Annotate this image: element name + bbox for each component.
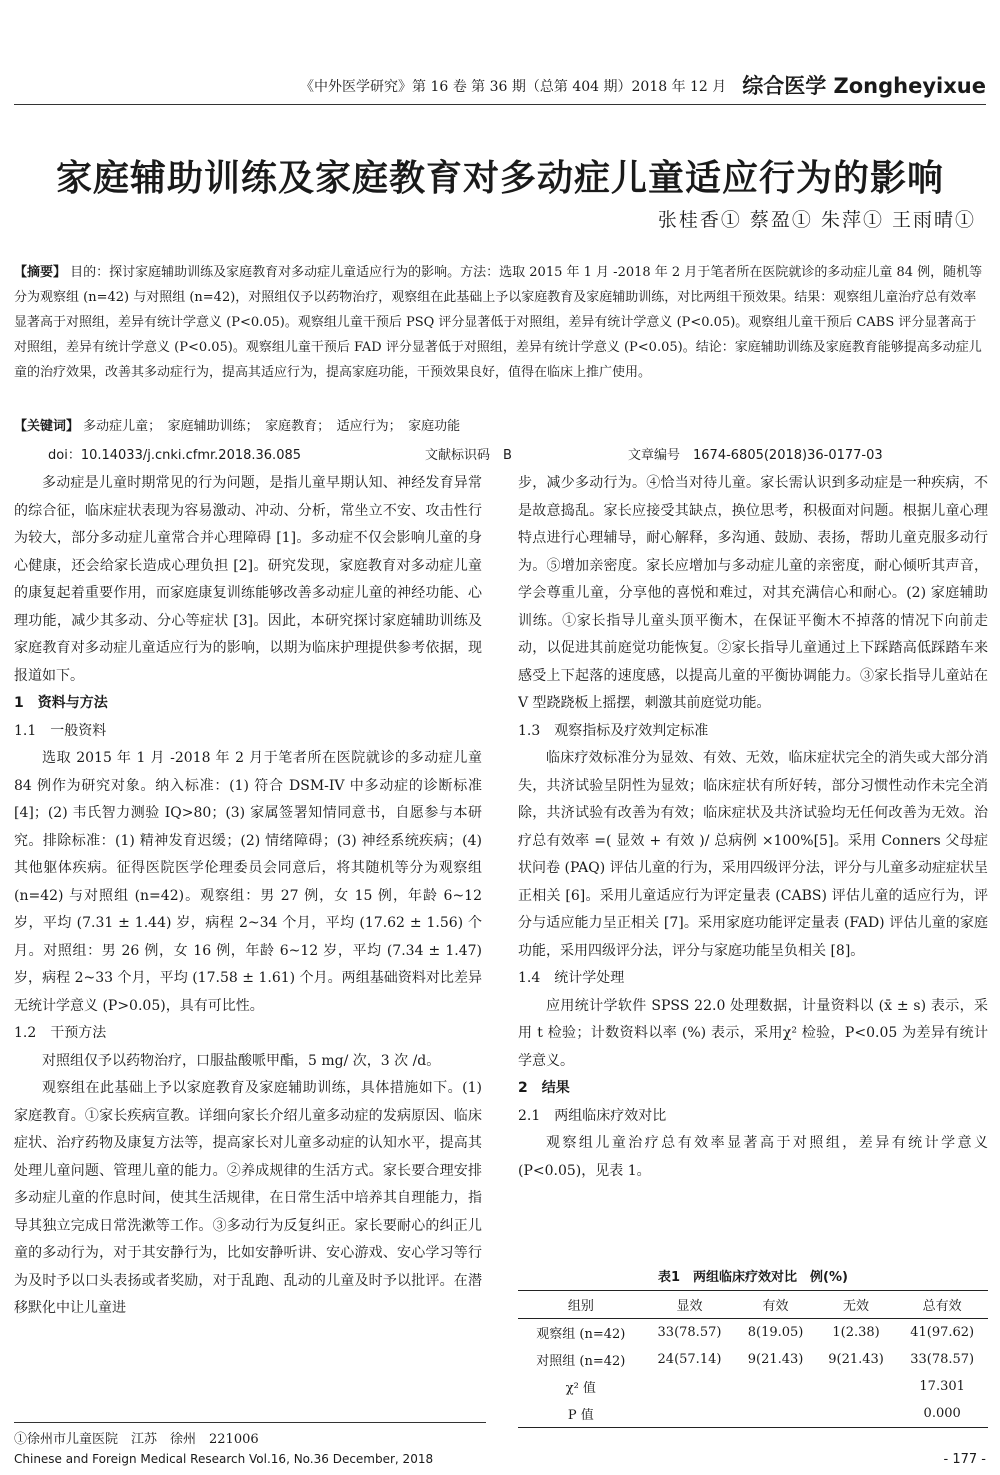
results-table xyxy=(518,1290,988,1428)
table-header-cell: 无效 xyxy=(816,1291,897,1319)
footer-journal: Chinese and Foreign Medical Research Vol.16, No.36 December, 2018 xyxy=(14,1452,434,1466)
abstract-text: 目的：探讨家庭辅助训练及家庭教育对多动症儿童适应行为的影响。方法：选取 2015 年 1 月 -2018 年 2 月于笔者所在医院就诊的多动症儿童 84 例，随机等分为观察组 (n=42) 与对照组 (n=42)，对照组仅予以药物治疗，观察组在此基础上予以家庭教育及家庭辅助训练，对比两组干预效果。结果：观察组儿童治疗总有效率显著高于对照组，差异有统计学意义 (P<0.05)。观察组儿童干预后 PSQ 评分显著低于对照组，差异有统计学意义 (P<0.05)。观察组儿童干预后 CABS 评分显著高于对照组，差异有统计学意义 (P<0.05)。观察组儿童干预后 FAD 评分显著低于对照组，差异有统计学意义 (P<0.05)。结论：家庭辅助训练及家庭教育能够提高多动症儿童的治疗效果，改善其多动症行为，提高其适应行为，提高家庭功能，干预效果良好，值得在临床上推广使用。 xyxy=(14,265,983,380)
article-number: 文章编号 1674-6805(2018)36-0177-03 xyxy=(628,448,883,463)
abstract xyxy=(14,260,986,385)
footnote-divider xyxy=(14,1422,486,1423)
table-header-cell: 显效 xyxy=(644,1291,736,1319)
table-cell: 41(97.62) xyxy=(910,1325,975,1340)
table-cell: 观察组 (n=42) xyxy=(536,1327,626,1342)
table-cell: 0.000 xyxy=(896,1400,988,1428)
table-cell xyxy=(644,1373,736,1400)
table-cell: P 值 xyxy=(518,1400,644,1428)
affiliation-footnote: ①徐州市儿童医院 江苏 徐州 221006 xyxy=(14,1432,259,1447)
table-row xyxy=(518,1346,988,1373)
table-cell: 17.301 xyxy=(919,1379,965,1394)
paragraph: 对照组仅予以药物治疗，口服盐酸哌甲酯，5 mg/ 次，3 次 /d。 xyxy=(42,1052,441,1069)
table-cell: 1(2.38) xyxy=(832,1325,880,1340)
document-code: 文献标识码 B xyxy=(425,448,512,463)
header-divider xyxy=(14,104,986,105)
table-cell xyxy=(735,1373,816,1400)
doi: doi：10.14033/j.cnki.cfmr.2018.36.085 xyxy=(48,448,302,463)
table-caption: 表1 两组临床疗效对比 例(%) xyxy=(658,1270,848,1285)
subsection-heading: 1.1 一般资料 xyxy=(14,722,107,739)
page-number: - 177 - xyxy=(943,1452,986,1467)
table-cell: 9(21.43) xyxy=(828,1352,884,1367)
table-cell: 对照组 (n=42) xyxy=(536,1354,626,1369)
table-cell: 8(19.05) xyxy=(747,1325,804,1340)
table-cell xyxy=(816,1400,897,1428)
subsection-heading: 2.1 两组临床疗效对比 xyxy=(518,1107,667,1124)
table-cell: 9(21.43) xyxy=(747,1352,804,1367)
subsection-heading: 1.3 观察指标及疗效判定标准 xyxy=(518,722,709,739)
table-row xyxy=(518,1319,988,1347)
right-column xyxy=(518,470,988,1263)
section-header: 综合医学 Zongheyixue xyxy=(742,74,986,98)
section-heading: 1 资料与方法 xyxy=(14,695,108,711)
table-cell: 33(78.57) xyxy=(657,1325,722,1340)
paragraph: 步，减少多动行为。④恰当对待儿童。家长需认识到多动症是一种疾病，不是故意捣乱。家长应接受其缺点，换位思考，积极面对问题。根据儿童心理特点进行心理辅导，耐心解释，多沟通、鼓励、表扬，帮助儿童克服多动行为。⑤增加亲密度。家长应增加与多动症儿童的亲密度，耐心倾听其声音，学会尊重儿童，分享他的喜悦和难过，对其充满信心和耐心。(2) 家庭辅助训练。①家长指导儿童头顶平衡木，在保证平衡木不掉落的情况下向前走动，以促进其前庭觉功能恢复。②家长指导儿童通过上下踩踏高低踩踏车来感受上下起落的速度感，以提高儿童的平衡协调能力。③家长指导儿童站在 V 型跷跷板上摇摆，刺激其前庭觉功能。 xyxy=(518,475,988,711)
paragraph: 选取 2015 年 1 月 -2018 年 2 月于笔者所在医院就诊的多动症儿童 84 例作为研究对象。纳入标准：(1) 符合 DSM-IV 中多动症的诊断标准 [4]；(2) 韦氏智力测验 IQ>80；(3) 家属签署知情同意书，自愿参与本研究。排除标准：(1) 精神发育迟缓；(2) 情绪障碍；(3) 神经系统疾病；(4) 其他躯体疾病。征得医院医学伦理委员会同意后，将其随机等分为观察组 (n=42) 与对照组 (n=42)。观察组：男 27 例，女 15 例，年龄 6~12 岁，平均 (7.31 ± 1.44) 岁，病程 2~34 个月，平均 (17.62 ± 1.56) 个月。对照组：男 26 例，女 16 例，年龄 6~12 岁，平均 (7.34 ± 1.47) 岁，病程 2~33 个月，平均 (17.58 ± 1.61) 个月。两组基础资料对比差异无统计学意义 (P>0.05)，具有可比性。 xyxy=(14,750,482,1014)
subsection-heading: 1.4 统计学处理 xyxy=(518,970,625,986)
left-column xyxy=(14,470,482,1420)
subsection-heading: 1.2 干预方法 xyxy=(14,1025,107,1041)
section-heading: 2 结果 xyxy=(518,1080,570,1096)
table-cell: 24(57.14) xyxy=(657,1352,722,1367)
keywords-label: 【关键词】 xyxy=(14,419,80,434)
keywords-text: 多动症儿童； 家庭辅助训练； 家庭教育； 适应行为； 家庭功能 xyxy=(83,419,461,434)
journal-header: 《中外医学研究》第 16 卷 第 36 期（总第 404 期）2018 年 12 月 xyxy=(300,79,727,95)
abstract-label: 【摘要】 xyxy=(14,265,67,280)
table-cell: χ² 值 xyxy=(565,1381,596,1396)
paragraph: 观察组儿童治疗总有效率显著高于对照组，差异有统计学意义 (P<0.05)，见表 1。 xyxy=(518,1135,988,1179)
keywords xyxy=(14,415,986,434)
table-row xyxy=(518,1400,988,1428)
paragraph: 临床疗效标准分为显效、有效、无效，临床症状完全的消失或大部分消失，共济试验呈阴性为显效；临床症状有所好转，部分习惯性动作未完全消除，共济试验有改善为有效；临床症状及共济试验均无任何改善为无效。治疗总有效率 =( 显效 + 有效 )/ 总病例 ×100%[5]。采用 Conners 父母症状问卷 (PAQ) 评估儿童的行为，采用四级评分法，评分与儿童多动症症状呈正相关 [6]。采用儿童适应行为评定量表 (CABS) 评估儿童的适应行为，评分与适应能力呈正相关 [7]。采用家庭功能评定量表 (FAD) 评估儿童的家庭功能，采用四级评分法，评分与家庭功能呈负相关 [8]。 xyxy=(518,750,988,959)
paragraph: 观察组在此基础上予以家庭教育及家庭辅助训练，具体措施如下。(1) 家庭教育。①家长疾病宣教。详细向家长介绍儿童多动症的发病原因、临床症状、治疗药物及康复方法等，提高家长对儿童多动症的认知水平，提高其处理儿童问题、管理儿童的能力。②养成规律的生活方式。家长要合理安排多动症儿童的作息时间，使其生活规律，在日常生活中培养其自理能力，指导其独立完成日常洗漱等工作。③多动行为反复纠正。家长要耐心的纠正儿童的多动行为，对于其安静行为，比如安静听讲、安心游戏、安心学习等行为及时予以口头表扬或者奖励，对于乱跑、乱动的儿童及时予以批评。在潜移默化中让儿童进 xyxy=(14,1080,482,1316)
table-cell xyxy=(816,1373,897,1400)
table-header-cell: 总有效 xyxy=(896,1291,988,1319)
article-title: 家庭辅助训练及家庭教育对多动症儿童适应行为的影响 xyxy=(55,158,944,199)
intro-paragraph: 多动症是儿童时期常见的行为问题，是指儿童早期认知、神经发育异常的综合征，临床症状表现为容易激动、冲动、分析，常坐立不安、攻击性行为较大，部分多动症儿童常合并心理障碍 [1]。多动症不仅会影响儿童的身心健康，还会给家长造成心理负担 [2]。研究发现，家庭教育对多动症儿童的康复起着重要作用，而家庭康复训练能够改善多动症儿童的神经功能、心理功能，减少其多动、分心等症状 [3]。因此，本研究探讨家庭辅助训练及家庭教育对多动症儿童适应行为的影响，以期为临床护理提供参考依据，现报道如下。 xyxy=(14,475,482,684)
table-cell xyxy=(735,1400,816,1428)
table-header-cell: 组别 xyxy=(518,1291,644,1319)
table-cell xyxy=(644,1400,736,1428)
table-header-cell: 有效 xyxy=(735,1291,816,1319)
paragraph: 应用统计学软件 SPSS 22.0 处理数据，计量资料以 (x̄ ± s) 表示，采用 t 检验；计数资料以率 (%) 表示，采用χ² 检验，P<0.05 为差异有统计学意义。 xyxy=(518,997,988,1069)
authors: 张桂香① 蔡盈① 朱萍① 王雨晴① xyxy=(657,209,976,231)
table-row xyxy=(518,1373,988,1400)
table-cell: 33(78.57) xyxy=(910,1352,975,1367)
